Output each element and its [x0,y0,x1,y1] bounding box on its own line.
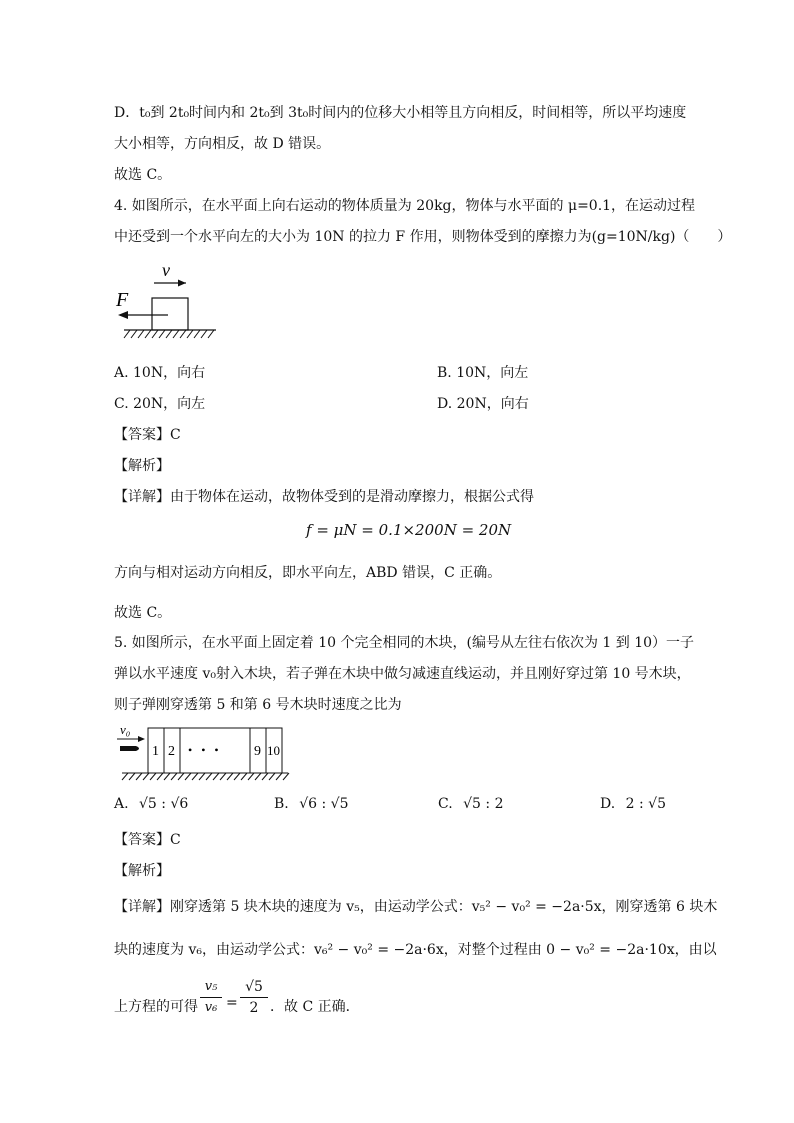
fig5-dots: • • • [188,743,219,757]
fig5-v0-label: v₀ [120,722,131,737]
q4-select: 故选 C。 [114,605,172,621]
q4-stem-1: 4. 如图所示，在水平面上向右运动的物体质量为 20kg，物体与水平面的 μ=0.1，在运动过程 [114,198,696,214]
q4-option-d: D. 20N，向右 [437,396,529,412]
fig5-block-1: 1 [152,744,159,759]
q4-option-c: C. 20N，向左 [114,396,206,412]
q5-option-a-value: √5 : √6 [139,796,189,812]
frac-rhs-den: 2 [249,1000,259,1016]
q4-answer: 【答案】C [114,427,181,443]
q4-option-b: B. 10N，向左 [437,365,529,381]
fig4-block [152,298,188,330]
fig5-block-2: 2 [168,744,175,759]
frac-lhs [200,978,222,1017]
q5-option-c-label: C. [438,796,453,812]
q4-direction: 方向与相对运动方向相反，即水平向左，ABD 错误，C 正确。 [114,565,502,581]
q4-option-a: A. 10N，向右 [114,365,206,381]
line-d-option-cont: 大小相等，方向相反，故 D 错误。 [114,136,331,152]
q4-detail: 【详解】由于物体在运动，故物体受到的是滑动摩擦力，根据公式得 [114,489,534,505]
frac-eq: = [226,995,238,1011]
q5-option-a-label: A. [114,796,129,812]
q5-stem-3: 则子弹刚穿透第 5 和第 6 号木块时速度之比为 [114,697,402,713]
frac-lhs-den: v₆ [204,1000,218,1015]
fig5-block-9: 9 [254,744,261,759]
q5-option-b [274,794,348,814]
q5-option-c-value: √5 : 2 [463,796,504,812]
q4-stem-2: 中还受到一个水平向左的大小为 10N 的拉力 F 作用，则物体受到的摩擦力为(g=10N/kg)（ ） [114,229,732,245]
frac-rhs-num: √5 [245,979,263,995]
line-select-c-1: 故选 C。 [114,167,172,183]
bullet-icon [120,746,139,751]
q5-option-b-label: B. [274,796,289,812]
q5-option-c [438,794,503,814]
q5-option-a [114,794,188,814]
frac-rhs-bar [240,997,268,998]
q5-detail-3-prefix: 上方程的可得 [114,999,198,1015]
q5-option-d-label: D. [600,796,616,812]
q5-detail-3-suffix: ．故 C 正确． [270,999,360,1015]
q5-detail-2: 块的速度为 v₆，由运动学公式：v₆² − v₀² = −2a·6x，对整个过程由 0 − v₀² = −2a·10x，由以 [114,942,717,958]
q5-figure [112,720,292,782]
q5-detail-1: 【详解】刚穿透第 5 块木块的速度为 v₅，由运动学公式：v₅² − v₀² = −2a·5x，刚穿透第 6 块木 [114,899,718,915]
frac-lhs-num: v₅ [204,979,218,994]
frac-rhs [240,978,268,1017]
fig4-f-label: F [116,289,129,311]
q4-formula: f = μN = 0.1×200N = 20N [306,521,512,539]
q4-jiexi: 【解析】 [114,458,170,474]
frac-lhs-bar [200,997,222,998]
fig5-block-10: 10 [267,743,280,758]
q5-option-d-value: 2 : √5 [625,796,666,812]
q5-option-b-value: √6 : √5 [299,796,349,812]
line-d-option: D．t₀到 2t₀时间内和 2t₀到 3t₀时间内的位移大小相等且方向相反，时间相等，所以平均速度 [114,105,687,121]
fig4-v-label: v [162,260,170,280]
q4-figure [110,258,230,348]
q5-jiexi: 【解析】 [114,863,170,879]
q5-answer: 【答案】C [114,832,181,848]
q5-option-d [600,794,666,814]
q5-stem-1: 5. 如图所示，在水平面上固定着 10 个完全相同的木块，(编号从左往右依次为 1 到 10）一子 [114,635,695,651]
q5-stem-2: 弹以水平速度 v₀射入木块，若子弹在木块中做匀减速直线运动，并且刚好穿过第 10 号木块， [114,666,691,682]
